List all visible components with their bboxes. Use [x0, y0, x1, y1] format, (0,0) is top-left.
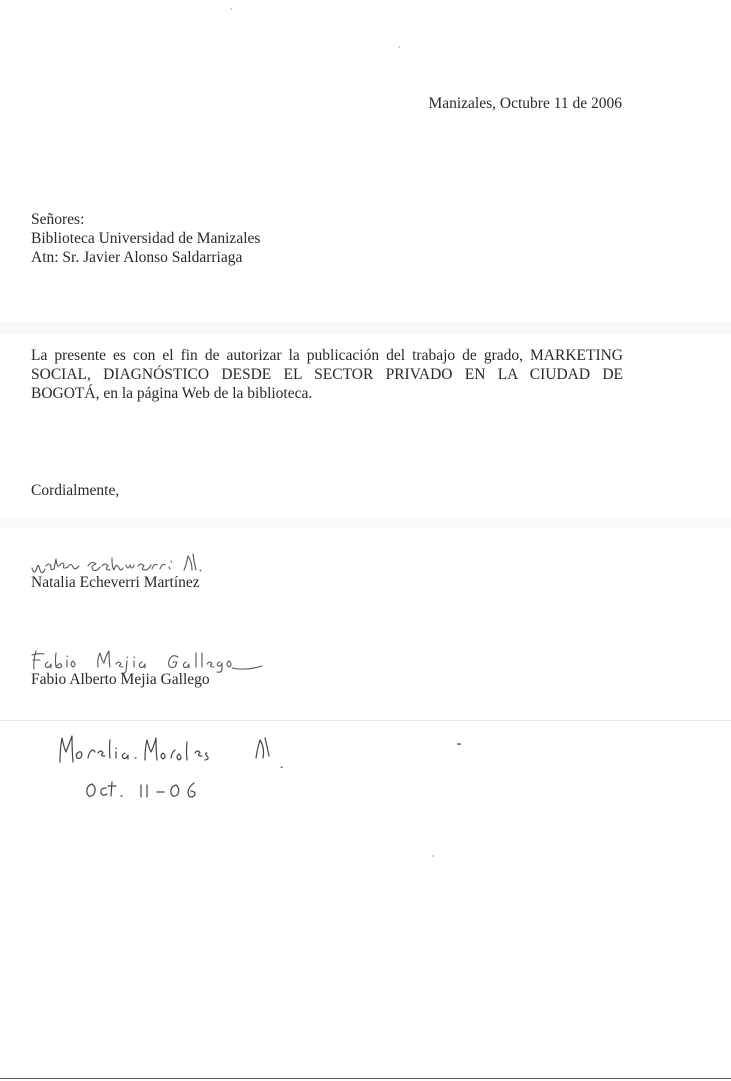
- recipient-salutation: Señores:: [31, 211, 85, 228]
- letter-body-line: BOGOTÁ, en la página Web de la biblioteca.: [31, 385, 313, 402]
- fold-line: [0, 720, 731, 721]
- recipient-attention: Atn: Sr. Javier Alonso Saldarriaga: [31, 249, 243, 266]
- letter-closing: Cordialmente,: [31, 482, 120, 499]
- signer-name-natalia: Natalia Echeverri Martínez: [31, 574, 200, 591]
- scan-speck: [432, 855, 434, 857]
- scan-speck: [398, 46, 400, 48]
- scan-speck: [457, 743, 461, 745]
- received-signature-morelia: [55, 728, 290, 768]
- signer-name-fabio: Fabio Alberto Mejia Gallego: [31, 671, 210, 688]
- letter-body-line: La presente es con el fin de autorizar la publicación del trabajo de grado, MARKETING: [31, 347, 623, 364]
- bottom-edge-line: [0, 1078, 731, 1079]
- received-date-handwritten: [84, 776, 214, 802]
- letter-body: [31, 346, 623, 403]
- letter-body-line: SOCIAL, DIAGNÓSTICO DESDE EL SECTOR PRIVADO EN LA CIUDAD DE: [31, 366, 623, 383]
- letter-date: Manizales, Octubre 11 de 2006: [428, 95, 622, 112]
- scan-speck: [230, 8, 232, 10]
- scan-shade: [0, 518, 731, 528]
- recipient-block: [31, 210, 260, 267]
- scan-shade: [0, 322, 731, 334]
- recipient-institution: Biblioteca Universidad de Manizales: [31, 230, 261, 247]
